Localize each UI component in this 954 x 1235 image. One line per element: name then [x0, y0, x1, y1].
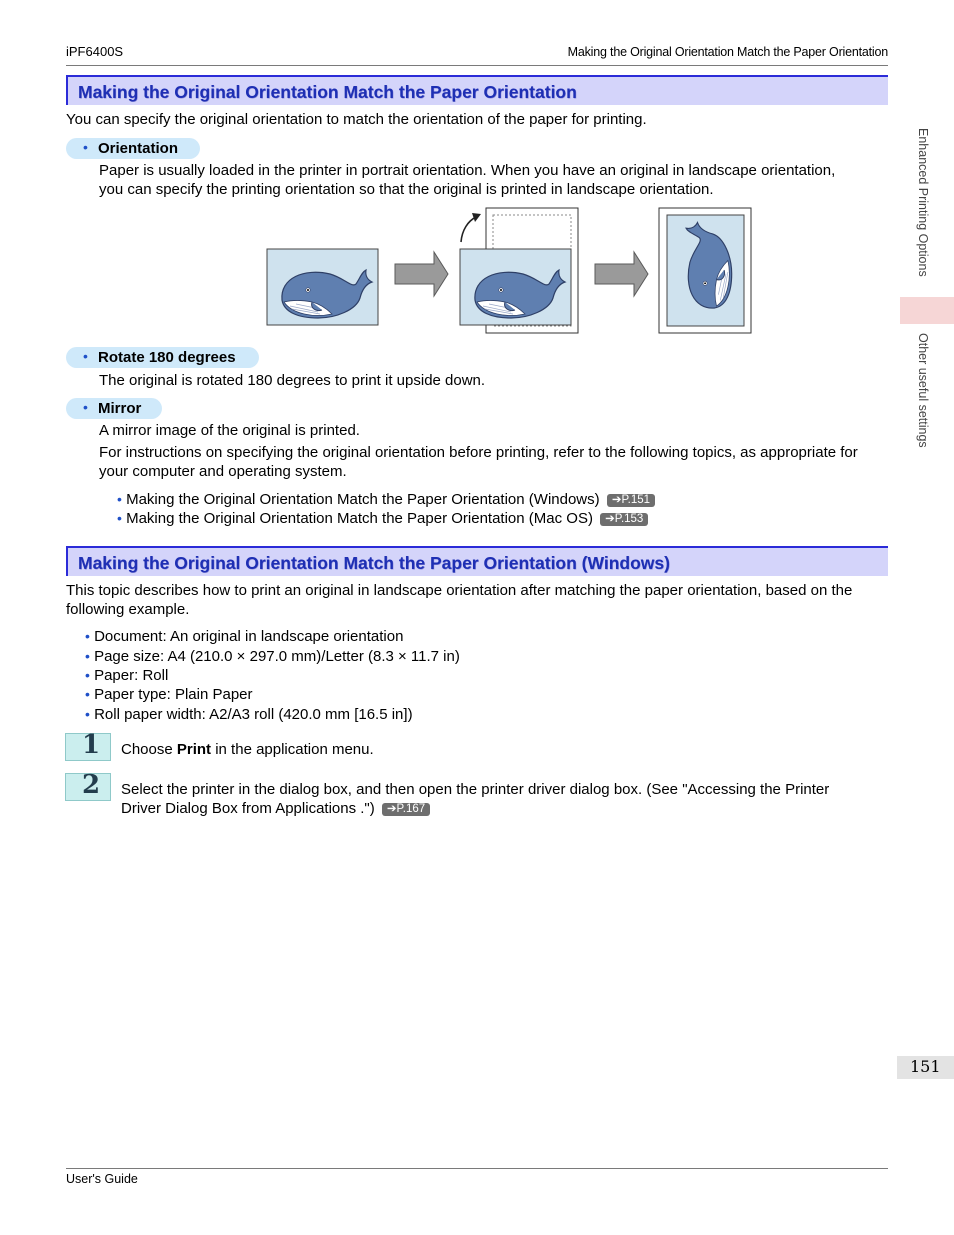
step-number-badge: 2: [65, 773, 111, 801]
header-model: iPF6400S: [66, 44, 124, 59]
section-intro: following example.: [66, 601, 190, 618]
topic-link[interactable]: Making the Original Orientation Match the Paper Orientation (Mac OS): [126, 510, 593, 527]
bullet-icon: •: [83, 139, 88, 155]
list-item: • Page size: A4 (210.0 × 297.0 mm)/Letter (8.3 × 11.7 in): [85, 648, 460, 665]
step-text: Driver Dialog Box from Applications .") ➔P.167: [121, 799, 430, 818]
list-item: [117, 490, 655, 509]
bullet-icon: •: [85, 628, 90, 644]
bullet-icon: •: [83, 348, 88, 364]
bullet-icon: •: [83, 399, 88, 415]
page-number: 151: [910, 1057, 941, 1076]
page-ref-link[interactable]: ➔P.153: [600, 513, 648, 526]
header-divider: [66, 65, 888, 66]
bullet-icon: •: [85, 648, 90, 664]
bullet-icon: •: [85, 667, 90, 683]
option-description: The original is rotated 180 degrees to print it upside down.: [99, 372, 486, 389]
bullet-icon: •: [85, 686, 90, 702]
section-title: Making the Original Orientation Match the Paper Orientation: [78, 82, 577, 102]
side-chapter-label: Enhanced Printing Options: [916, 128, 930, 277]
list-item: • Roll paper width: A2/A3 roll (420.0 mm [16.5 in]): [85, 706, 413, 723]
bullet-icon: •: [85, 706, 90, 722]
step-text: Select the printer in the dialog box, and then open the printer driver dialog box. (See "Accessing the Printer: [121, 781, 830, 798]
section-intro: This topic describes how to print an original in landscape orientation after matching the paper orientation, based on the: [66, 582, 853, 599]
bullet-icon: •: [117, 491, 122, 507]
instructions-text: For instructions on specifying the original orientation before printing, refer to the following topics, as appropriate for: [99, 444, 858, 461]
section-title: Making the Original Orientation Match the Paper Orientation (Windows): [78, 553, 670, 573]
instructions-text: your computer and operating system.: [99, 463, 347, 480]
step-text: Choose Print in the application menu.: [121, 741, 374, 758]
header-running-title: Making the Original Orientation Match the Paper Orientation: [567, 45, 888, 59]
option-label-rotate: • Rotate 180 degrees: [66, 347, 259, 368]
option-description: you can specify the printing orientation so that the original is printed in landscape orientation.: [99, 181, 714, 198]
list-item: • Paper type: Plain Paper: [85, 686, 253, 703]
option-label-mirror: • Mirror: [66, 398, 162, 419]
footer-divider: [66, 1168, 888, 1169]
list-item: [117, 509, 648, 528]
section-heading: [66, 546, 888, 576]
option-description: Paper is usually loaded in the printer in portrait orientation. When you have an original in landscape orientation,: [99, 162, 836, 179]
topic-link[interactable]: Making the Original Orientation Match the Paper Orientation (Windows): [126, 491, 600, 508]
page-number-box: [897, 1056, 954, 1079]
footer-text: User's Guide: [66, 1172, 138, 1186]
list-item: • Paper: Roll: [85, 667, 169, 684]
section-heading: [66, 75, 888, 105]
step-number-badge: 1: [65, 733, 111, 761]
option-label-orientation: • Orientation: [66, 138, 200, 159]
list-item: • Document: An original in landscape orientation: [85, 628, 404, 645]
page-ref-link[interactable]: ➔P.167: [382, 803, 430, 816]
page-ref-link[interactable]: ➔P.151: [607, 494, 655, 507]
orientation-illustration: [262, 204, 758, 338]
side-section-label: Other useful settings: [916, 333, 930, 448]
side-tab-marker: [900, 297, 954, 324]
option-description: A mirror image of the original is printed.: [99, 422, 360, 439]
bullet-icon: •: [117, 510, 122, 526]
section-intro: You can specify the original orientation to match the orientation of the paper for printing.: [66, 111, 647, 128]
